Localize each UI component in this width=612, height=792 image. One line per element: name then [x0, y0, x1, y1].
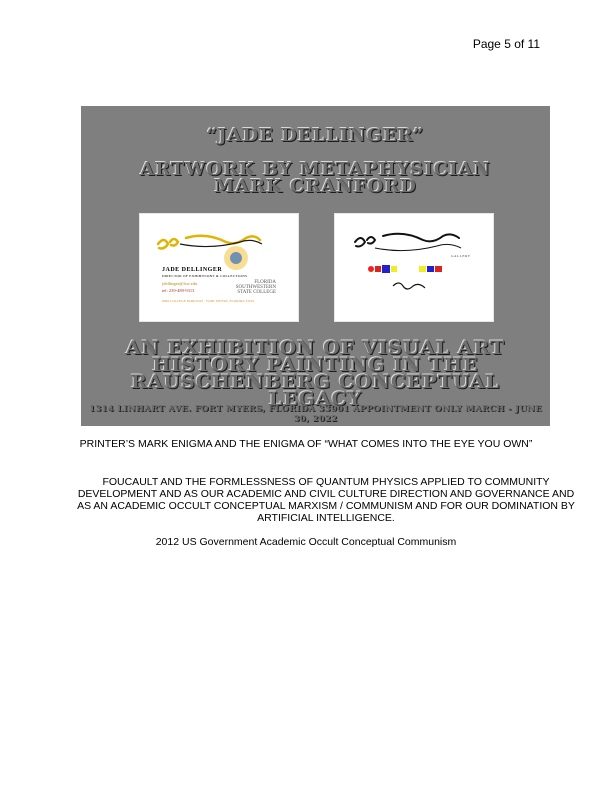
page-number: Page 5 of 11: [472, 37, 540, 51]
college-line-1: FLORIDA: [254, 280, 276, 285]
card-gallery-label: GALLERY: [451, 254, 471, 258]
poster-subtitle: ARTWORK BY METAPHYSICIAN MARK CRANFORD: [140, 159, 491, 197]
card-name: JADE DELLINGER: [162, 267, 223, 273]
caption-printers-mark: PRINTER’S MARK ENIGMA AND THE ENIGMA OF “WHAT COMES INTO THE EYE YOU OWN”: [79, 438, 533, 450]
college-logo: [236, 280, 276, 295]
caption-government: 2012 US Government Academic Occult Conceptual Communism: [155, 536, 457, 548]
poster-footer: 1314 LINHART AVE. FORT MYERS, FLORIDA 33901 APPOINTMENT ONLY MARCH - JUNE 30, 2022: [89, 404, 542, 424]
card-phone: tel: 239-489-9313: [162, 288, 195, 293]
card-address: 8099 COLLEGE PARKWAY · FORT MYERS, FLORIDA 33919: [162, 299, 255, 303]
card-email: jdellinger@fsw.edu: [162, 281, 198, 286]
poster-title: “JADE DELLINGER”: [206, 125, 425, 146]
poster-headline: AN EXHIBITION OF VISUAL ART HISTORY PAINTING IN THE RAUSCHENBERG CONCEPTUAL LEGACY: [125, 337, 506, 410]
exhibition-poster-image: [81, 106, 550, 426]
rauschenberg-signature-black-icon: [335, 214, 493, 321]
college-line-3: STATE COLLEGE: [237, 290, 276, 295]
business-card-right: [335, 214, 493, 321]
college-line-2: SOUTHWESTERN: [235, 285, 276, 290]
caption-foucault: FOUCAULT AND THE FORMLESSNESS OF QUANTUM PHYSICS APPLIED TO COMMUNITY DEVELOPMENT AND AS OUR ACADEMIC AND CIVIL CULTURE DIRECTION AND GOVERNANCE AND AS AN ACADEMIC OCCULT CONCEPTUAL MARXISM / COMMUNISM AND FOR OUR DOMINATION BY ARTIFICIAL INTELLIGENCE.: [77, 476, 575, 524]
business-card-left: [140, 214, 298, 321]
card-role: DIRECTOR OF EXHIBITIONS & COLLECTIONS: [162, 274, 248, 278]
